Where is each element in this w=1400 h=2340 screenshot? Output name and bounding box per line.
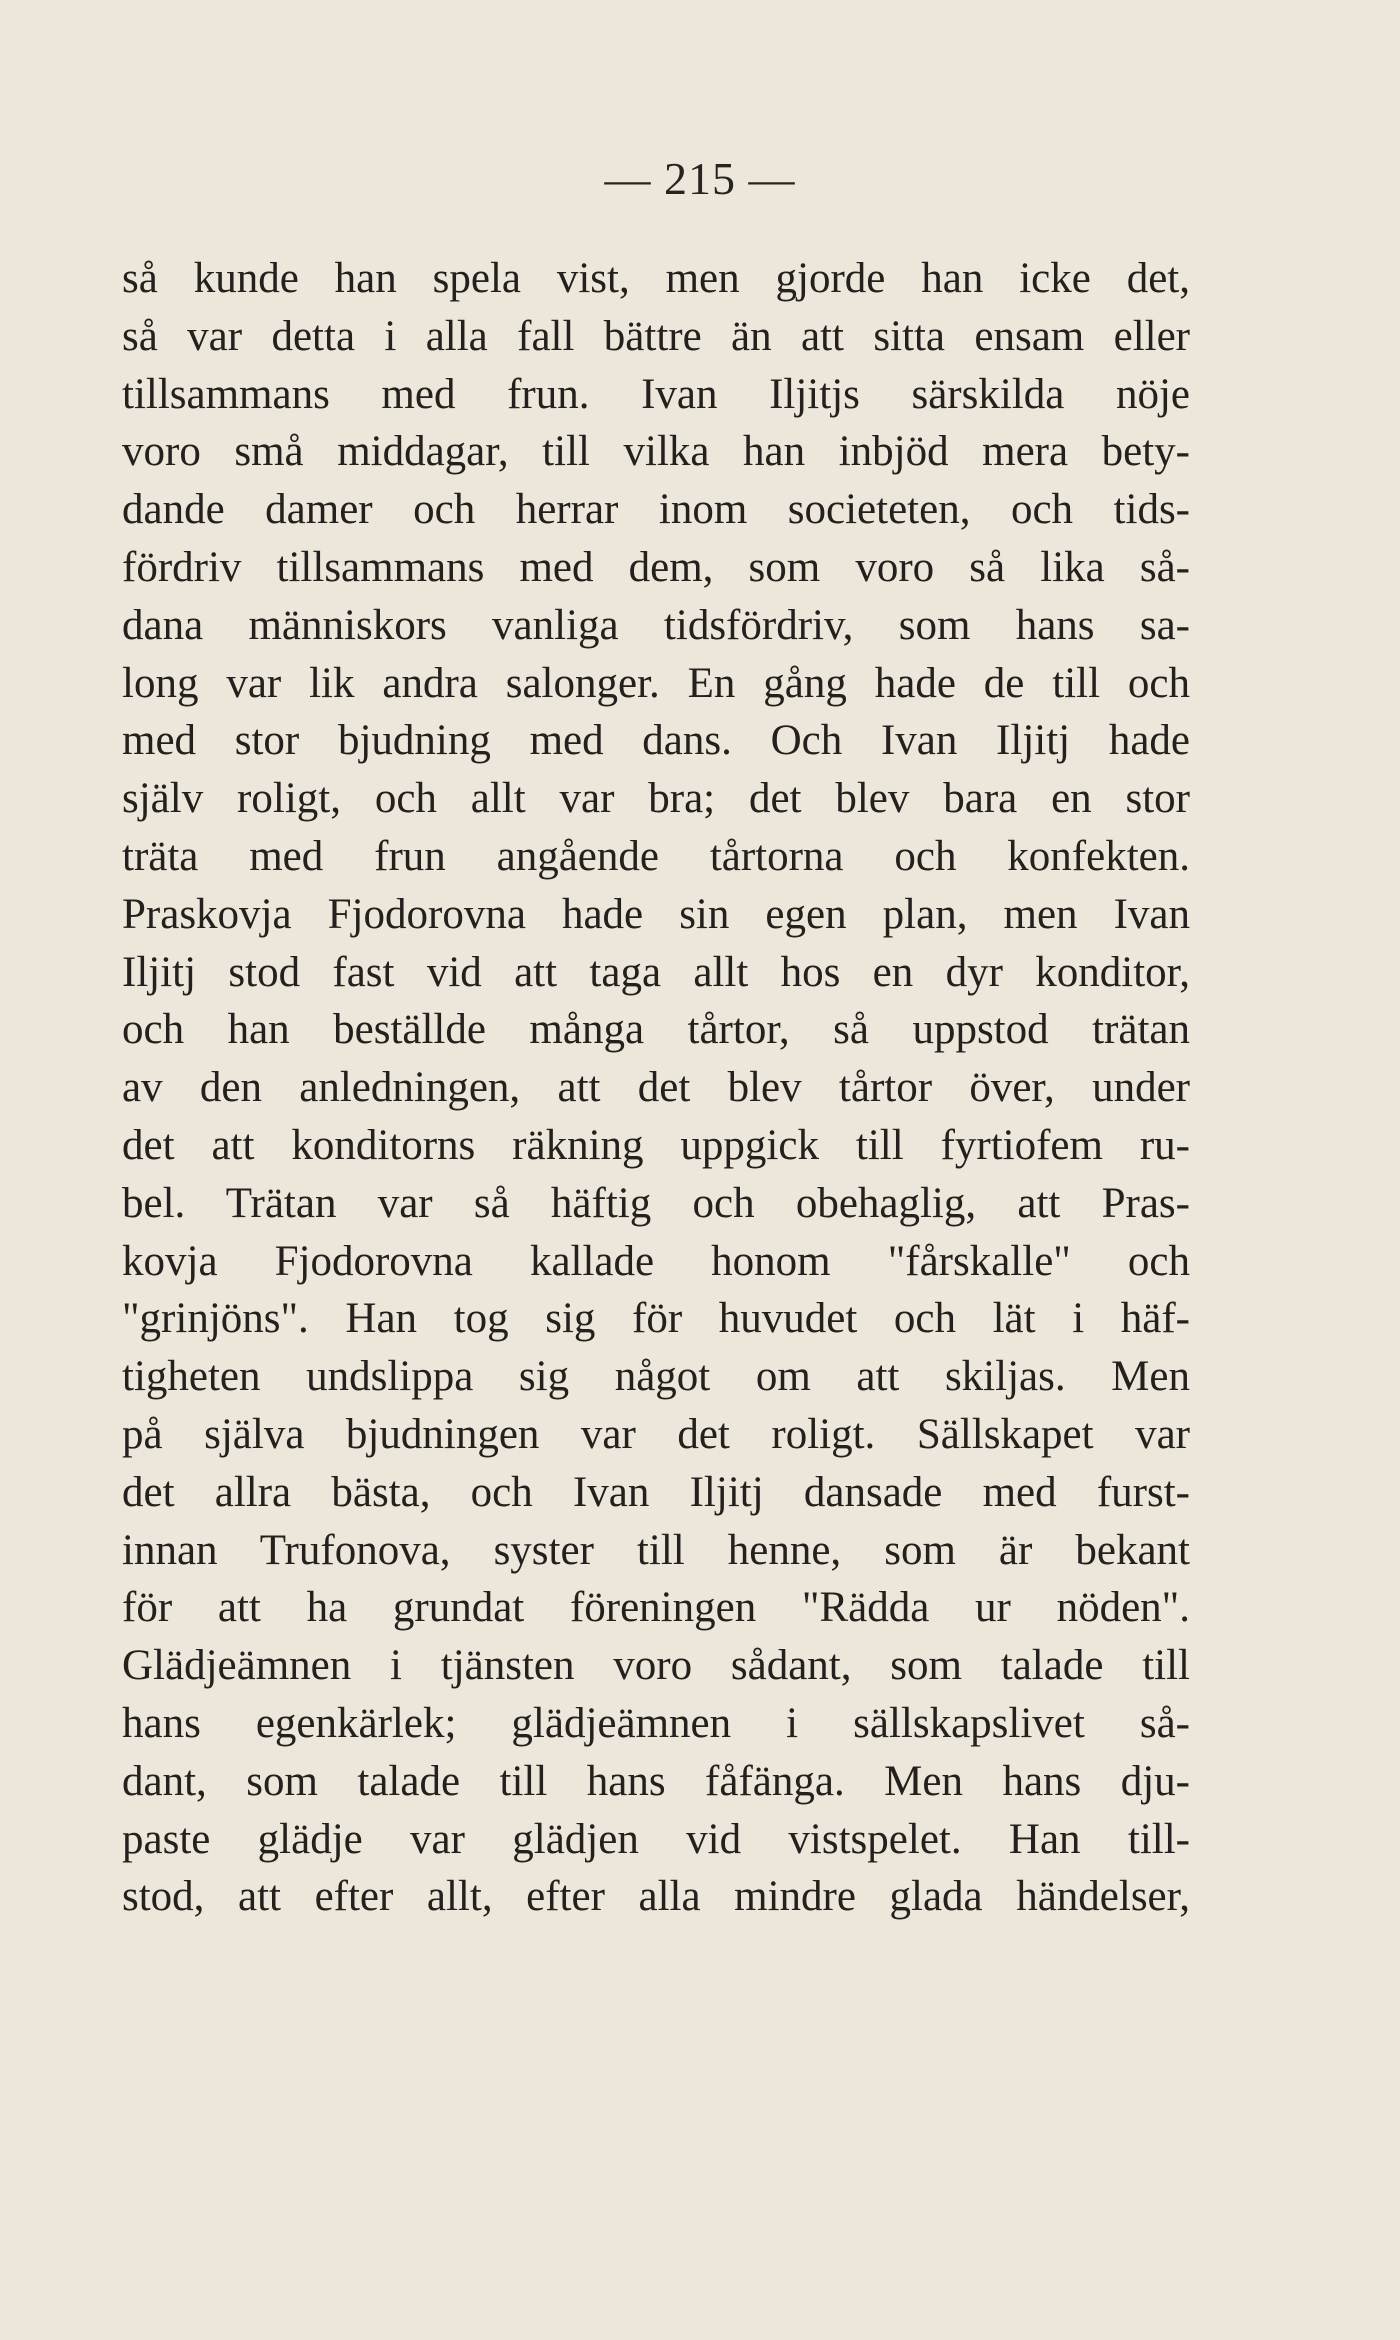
text-line: bel. Trätan var så häftig och obehaglig, att Pras- (122, 1179, 1190, 1227)
text-line: själv roligt, och allt var bra; det blev bara en stor (122, 775, 1190, 823)
text-line: long var lik andra salonger. En gång hade de till och (122, 659, 1190, 707)
text-line: dana människors vanliga tidsfördriv, som hans sa- (122, 601, 1190, 649)
text-line: Glädjeämnen i tjänsten voro sådant, som talade till (122, 1642, 1190, 1690)
text-line: med stor bjudning med dans. Och Ivan Iljitj hade (122, 717, 1190, 765)
text-line: tillsammans med frun. Ivan Iljitjs särskilda nöje (122, 370, 1190, 418)
text-line: kovja Fjodorovna kallade honom "fårskalle" och (122, 1237, 1190, 1285)
text-line: så var detta i alla fall bättre än att sitta ensam eller (122, 312, 1190, 360)
text-line: det att konditorns räkning uppgick till fyrtiofem ru- (122, 1121, 1190, 1169)
text-line: tigheten undslippa sig något om att skiljas. Men (122, 1353, 1190, 1401)
text-line: och han beställde många tårtor, så uppstod trätan (122, 1006, 1190, 1054)
text-line: Iljitj stod fast vid att taga allt hos en dyr konditor, (122, 948, 1190, 996)
body-text (122, 250, 1190, 1926)
text-line: på själva bjudningen var det roligt. Sällskapet var (122, 1410, 1190, 1458)
page-number: — 215 — (604, 153, 796, 204)
text-line: dande damer och herrar inom societeten, och tids- (122, 486, 1190, 534)
text-line: det allra bästa, och Ivan Iljitj dansade med furst- (122, 1468, 1190, 1516)
text-line: fördriv tillsammans med dem, som voro så lika så- (122, 543, 1190, 591)
text-line: så kunde han spela vist, men gjorde han icke det, (122, 255, 1190, 302)
text-line: stod, att efter allt, efter alla mindre glada händelser, (122, 1873, 1190, 1921)
text-line: paste glädje var glädjen vid vistspelet. Han till- (122, 1815, 1190, 1863)
text-line: hans egenkärlek; glädjeämnen i sällskapslivet så- (122, 1699, 1190, 1747)
text-line: för att ha grundat föreningen "Rädda ur nöden". (122, 1584, 1190, 1632)
text-line: av den anledningen, att det blev tårtor över, under (122, 1064, 1190, 1112)
text-line: träta med frun angående tårtorna och konfekten. (122, 832, 1190, 880)
text-line: Praskovja Fjodorovna hade sin egen plan, men Ivan (122, 890, 1190, 938)
text-line: innan Trufonova, syster till henne, som är bekant (122, 1526, 1190, 1574)
text-line: voro små middagar, till vilka han inbjöd mera bety- (122, 428, 1190, 476)
text-line: dant, som talade till hans fåfänga. Men hans dju- (122, 1757, 1190, 1805)
text-line: "grinjöns". Han tog sig för huvudet och lät i häf- (122, 1295, 1190, 1343)
